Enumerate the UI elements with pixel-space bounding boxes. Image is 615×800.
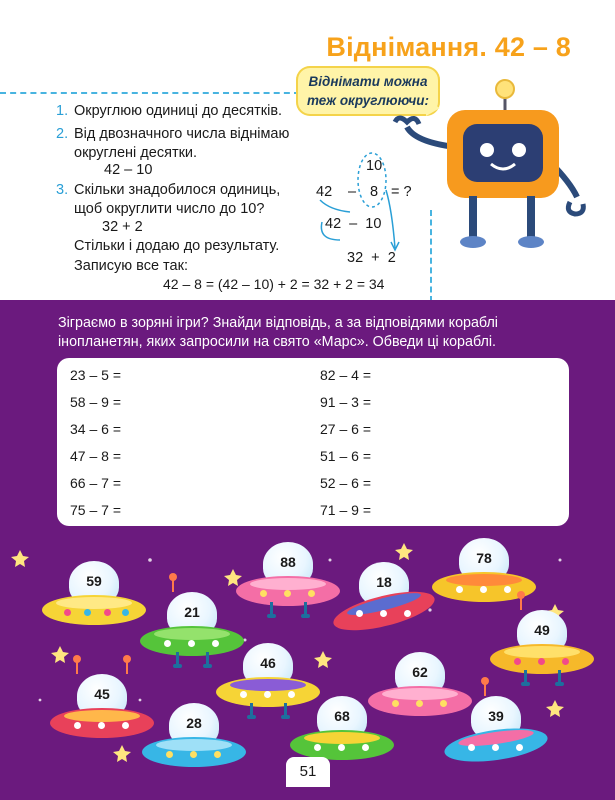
ufo-rim: [250, 578, 326, 590]
task-line-1: Зіграємо в зоряні ігри? Знайди відповідь, а за відповідями кораблі: [58, 315, 498, 331]
diagram-a: 42: [316, 184, 333, 200]
step-3-tail: Стільки і додаю до результату.: [74, 238, 280, 254]
ufo-number: 18: [376, 574, 392, 590]
exercise-right-5: 52 – 6 =: [320, 475, 371, 491]
step-text: Від двозначного числа віднімаю: [74, 126, 290, 142]
step-2-expression: 42 – 10: [104, 162, 153, 178]
step-number: 3.: [56, 182, 69, 198]
step-3-expression: 32 + 2: [102, 219, 143, 235]
step-text: Скільки знадобилося одиниць,: [74, 182, 281, 198]
ufo-number: 62: [412, 664, 428, 680]
exercise-left-4: 47 – 8 =: [70, 448, 121, 464]
ufo-rim: [446, 574, 522, 586]
dashed-divider: [0, 92, 300, 94]
ufo-rim: [304, 732, 380, 744]
page-title: Віднімання. 42 – 8: [326, 32, 571, 62]
step-number: 1.: [56, 103, 69, 119]
diagram-minus: –: [348, 184, 357, 200]
step-1: [56, 103, 282, 119]
ufo-rim: [64, 710, 140, 722]
exercise-left-2: 58 – 9 =: [70, 394, 121, 410]
diagram-b: 8: [370, 184, 379, 200]
step-3: [56, 181, 280, 219]
exercise-left-5: 66 – 7 =: [70, 475, 121, 491]
ufo-rim: [504, 646, 580, 658]
step-text: щоб округлити число до 10?: [74, 201, 265, 217]
diagram-ten: 10: [366, 158, 383, 174]
ufo-number: 39: [488, 708, 504, 724]
exercise-right-1: 82 – 4 =: [320, 367, 371, 383]
exercise-right-3: 27 – 6 =: [320, 421, 371, 437]
ufo-number: 45: [94, 686, 110, 702]
ufo-ship[interactable]: [332, 560, 436, 646]
ufo-ship[interactable]: [142, 701, 246, 787]
ufo-number: 59: [86, 573, 102, 589]
ufo-number: 88: [280, 554, 296, 570]
ufo-rim: [156, 739, 232, 751]
step-text: округлені десятки.: [74, 145, 198, 161]
diagram-row3: 32 + 2: [347, 250, 396, 266]
ufo-ship[interactable]: [490, 608, 594, 694]
exercise-card: [57, 358, 569, 526]
ufo-number: 68: [334, 708, 350, 724]
task-instructions: [58, 314, 558, 352]
exercise-right-4: 51 – 6 =: [320, 448, 371, 464]
step-2: [56, 125, 289, 163]
ufo-number: 46: [260, 655, 276, 671]
ufo-rim: [154, 628, 230, 640]
ufo-ship[interactable]: [236, 540, 340, 626]
bubble-line-1: Віднімати можна: [308, 74, 428, 89]
ufo-number: 49: [534, 622, 550, 638]
page-number: 51: [286, 757, 330, 787]
final-equation: 42 – 8 = (42 – 10) + 2 = 32 + 2 = 34: [163, 276, 385, 292]
exercise-left-6: 75 – 7 =: [70, 502, 121, 518]
ufo-ship[interactable]: [50, 672, 154, 758]
ufo-ship[interactable]: [42, 559, 146, 645]
exercise-right-6: 71 – 9 =: [320, 502, 371, 518]
step-text: Округлюю одиниці до десятків.: [74, 103, 283, 119]
ufo-rim: [230, 679, 306, 691]
task-line-2: інопланетян, яких запросили на свято «Марс». Обведи ці кораблі.: [58, 334, 496, 350]
bubble-line-2: теж округлюючи:: [306, 93, 430, 108]
ufo-number: 28: [186, 715, 202, 731]
step-number: 2.: [56, 126, 69, 142]
write-all-label: Записую все так:: [74, 258, 188, 274]
ufo-number: 21: [184, 604, 200, 620]
ufo-ship[interactable]: [444, 694, 548, 780]
diagram-eq: = ?: [391, 184, 412, 200]
exercise-right-2: 91 – 3 =: [320, 394, 371, 410]
exercise-left-3: 34 – 6 =: [70, 421, 121, 437]
exercise-left-1: 23 – 5 =: [70, 367, 121, 383]
ufo-rim: [56, 597, 132, 609]
ufo-number: 78: [476, 550, 492, 566]
diagram-row2: 42 – 10: [325, 216, 382, 232]
